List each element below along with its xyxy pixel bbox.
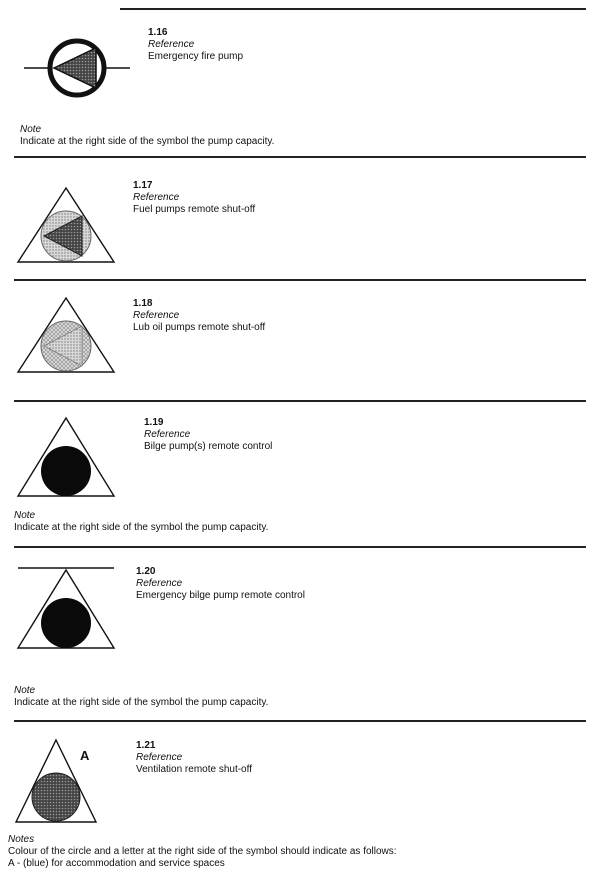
entry-number: 1.16 bbox=[148, 27, 168, 38]
bilge-pump-control-symbol bbox=[16, 416, 116, 498]
entry-title: Emergency bilge pump remote control bbox=[136, 590, 305, 601]
entry-number: 1.21 bbox=[136, 740, 156, 751]
entry-reference: Reference bbox=[136, 752, 183, 763]
divider bbox=[14, 279, 586, 281]
entry-1-19 bbox=[144, 417, 272, 453]
entry-1-20 bbox=[136, 566, 305, 602]
emergency-bilge-pump-control-symbol bbox=[16, 566, 116, 650]
divider bbox=[14, 400, 586, 402]
lub-oil-pumps-shutoff-symbol bbox=[16, 296, 116, 374]
entry-reference: Reference bbox=[133, 192, 180, 203]
entry-number: 1.18 bbox=[133, 298, 153, 309]
note-block bbox=[14, 685, 268, 709]
note-text: Indicate at the right side of the symbol the pump capacity. bbox=[14, 522, 269, 533]
note-label: Note bbox=[14, 510, 36, 521]
fuel-pumps-shutoff-symbol bbox=[16, 186, 116, 264]
entry-1-21 bbox=[136, 740, 252, 776]
note-block bbox=[14, 510, 268, 534]
note-label: Note bbox=[20, 124, 42, 135]
note-block bbox=[20, 124, 274, 148]
divider bbox=[14, 156, 586, 158]
entry-reference: Reference bbox=[148, 39, 195, 50]
emergency-fire-pump-symbol bbox=[24, 36, 134, 102]
note-text: A - (blue) for accommodation and service spaces bbox=[8, 858, 225, 869]
entry-title: Lub oil pumps remote shut-off bbox=[133, 322, 266, 333]
entry-number: 1.20 bbox=[136, 566, 156, 577]
entry-reference: Reference bbox=[144, 429, 191, 440]
note-label: Notes bbox=[8, 834, 35, 845]
entry-title: Emergency fire pump bbox=[148, 51, 244, 62]
entry-1-16 bbox=[148, 27, 243, 63]
note-text: Indicate at the right side of the symbol the pump capacity. bbox=[20, 136, 275, 147]
entry-1-18 bbox=[133, 298, 265, 334]
note-text: Colour of the circle and a letter at the right side of the symbol should indicate as follows: bbox=[8, 846, 397, 857]
entry-title: Ventilation remote shut-off bbox=[136, 764, 252, 775]
note-block bbox=[8, 834, 397, 870]
symbol-letter: A bbox=[80, 748, 90, 763]
ventilation-shutoff-symbol bbox=[16, 738, 116, 824]
divider bbox=[14, 720, 586, 722]
note-text: Indicate at the right side of the symbol the pump capacity. bbox=[14, 697, 269, 708]
note-label: Note bbox=[14, 685, 36, 696]
entry-number: 1.17 bbox=[133, 180, 153, 191]
entry-number: 1.19 bbox=[144, 417, 164, 428]
entry-reference: Reference bbox=[133, 310, 180, 321]
divider bbox=[14, 546, 586, 548]
entry-1-17 bbox=[133, 180, 255, 216]
entry-title: Bilge pump(s) remote control bbox=[144, 441, 273, 452]
entry-reference: Reference bbox=[136, 578, 183, 589]
entry-title: Fuel pumps remote shut-off bbox=[133, 204, 256, 215]
divider bbox=[120, 8, 586, 10]
